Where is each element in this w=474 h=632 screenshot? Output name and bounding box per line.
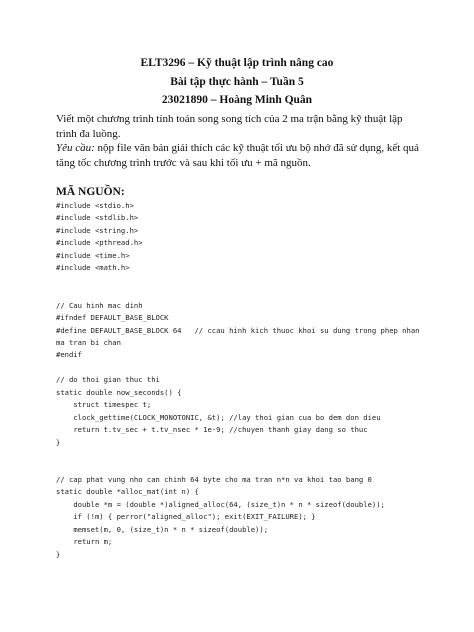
code-line: struct timespec t; — [56, 400, 152, 410]
code-line: double *m = (double *)aligned_alloc(64, (size_t)n * n * sizeof(double)); — [56, 499, 385, 509]
course-title: ELT3296 – Kỹ thuật lập trình nâng cao — [140, 57, 334, 69]
code-line — [56, 362, 428, 374]
code-line: static double now_seconds() { — [56, 387, 182, 397]
code-line: } — [56, 437, 61, 447]
assignment-title: Bài tập thực hành – Tuần 5 — [170, 76, 304, 88]
student-info: 23021890 – Hoàng Minh Quân — [161, 94, 313, 106]
code-line: #include <stdlib.h> — [56, 213, 139, 223]
code-line: if (!m) { perror("aligned_alloc"); exit(EXIT_FAILURE); } — [56, 512, 316, 522]
code-line: return m; — [56, 537, 113, 547]
code-line — [56, 461, 428, 473]
source-code-heading: MÃ NGUỒN: — [56, 186, 125, 198]
code-line: // do thoi gian thuc thi — [56, 375, 160, 385]
code-line: #include <math.h> — [56, 263, 130, 273]
intro-paragraph: Viết một chương trình tính toán song song tích của 2 ma trận bằng kỹ thuật lập trình đa luồng. — [56, 113, 403, 140]
code-line: #define DEFAULT_BASE_BLOCK 64 // ccau hinh kich thuoc khoi su dung trong phep nhan ma tran bi chan — [56, 325, 424, 347]
code-line — [56, 275, 428, 287]
code-line: return t.tv_sec + t.tv_nsec * 1e-9; //chuyen thanh giay dang so thuc — [56, 425, 368, 435]
requirement-text: nộp file văn bản giải thích các kỹ thuật tối ưu bộ nhớ đã sử dụng, kết quả tăng tốc chương trình trước và sau khi tối ưu + mã nguồn. — [56, 142, 419, 169]
code-line: #include <pthread.h> — [56, 238, 143, 248]
code-line: // Cau hinh mac dinh — [56, 300, 143, 310]
code-line: } — [56, 549, 61, 559]
code-line — [56, 449, 428, 461]
code-line: #ifndef DEFAULT_BASE_BLOCK — [56, 313, 169, 323]
code-line: // cap phat vung nho can chinh 64 byte cho ma tran n*n va khoi tao bang 0 — [56, 474, 372, 484]
code-line: memset(m, 0, (size_t)n * n * sizeof(double)); — [56, 524, 269, 534]
code-line: #include <time.h> — [56, 250, 130, 260]
code-line: #include <string.h> — [56, 225, 139, 235]
requirement-paragraph — [56, 141, 426, 171]
code-line: #include <stdio.h> — [56, 201, 134, 210]
code-line: #endif — [56, 350, 82, 360]
code-line: static double *alloc_mat(int n) { — [56, 487, 199, 497]
requirement-label: Yêu cầu: — [56, 142, 95, 154]
code-line: clock_gettime(CLOCK_MONOTONIC, &t); //lay thoi gian cua bo dem don dieu — [56, 412, 381, 422]
code-line — [56, 287, 428, 299]
source-code-block — [56, 200, 428, 561]
